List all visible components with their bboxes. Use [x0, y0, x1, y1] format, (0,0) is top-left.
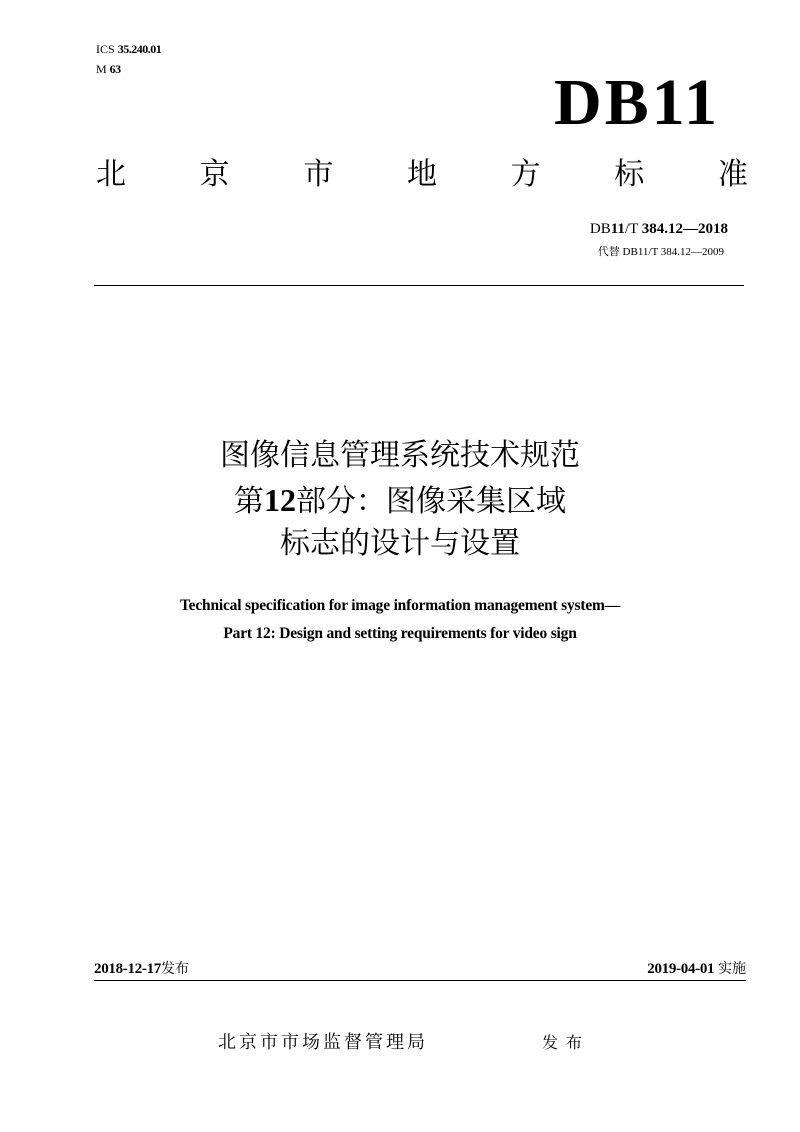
title-en-line1: Technical specification for image information management system—	[179, 597, 621, 614]
header-divider	[94, 285, 744, 286]
standard-type	[96, 156, 748, 194]
ccs-label: M	[96, 62, 107, 76]
publish-date-group	[94, 958, 189, 980]
code-number: 384.12—2018	[641, 221, 728, 237]
implement-label: 实施	[718, 961, 746, 977]
ccs-code	[96, 62, 121, 76]
code-suffix: /T	[624, 221, 638, 237]
standard-type-char: 标	[614, 157, 645, 192]
issued-word: 发布	[542, 1033, 591, 1052]
title-cn-line1: 图像信息管理系统技术规范	[220, 438, 580, 473]
publish-label: 发布	[161, 961, 189, 977]
implement-date: 2019-04-01	[647, 961, 715, 977]
date-row	[94, 958, 746, 980]
ics-value: 35.240.01	[117, 42, 162, 56]
title-cn-part-number: 12	[264, 482, 296, 518]
standard-type-char: 市	[303, 157, 334, 192]
title-cn-part-prefix: 第	[234, 484, 264, 519]
code-region: 11	[610, 221, 625, 237]
replaces-note: 代替 DB11/T 384.12—2009	[597, 246, 724, 258]
standard-type-char: 北	[96, 157, 126, 192]
footer-divider	[94, 980, 746, 981]
implement-date-group	[647, 958, 746, 980]
issuer-name: 北京市市场监督管理局	[218, 1032, 428, 1053]
code-prefix: DB	[589, 221, 611, 237]
standard-code	[590, 220, 728, 238]
title-cn-line2	[0, 478, 800, 524]
standard-type-char: 地	[406, 157, 437, 192]
publish-date: 2018-12-17	[94, 961, 161, 977]
title-en-line2: Part 12: Design and setting requirements for video sign	[223, 625, 577, 642]
title-cn-line3: 标志的设计与设置	[280, 526, 520, 561]
ics-label: ICS	[96, 42, 115, 56]
standard-type-char: 方	[510, 157, 541, 192]
db-mark: DB11	[553, 66, 720, 139]
ccs-value: 63	[109, 62, 121, 76]
standard-type-char: 准	[717, 157, 748, 192]
standard-type-char: 京	[199, 157, 230, 192]
ics-code	[96, 42, 161, 56]
title-cn-part-rest: 部分：图像采集区域	[296, 484, 566, 519]
